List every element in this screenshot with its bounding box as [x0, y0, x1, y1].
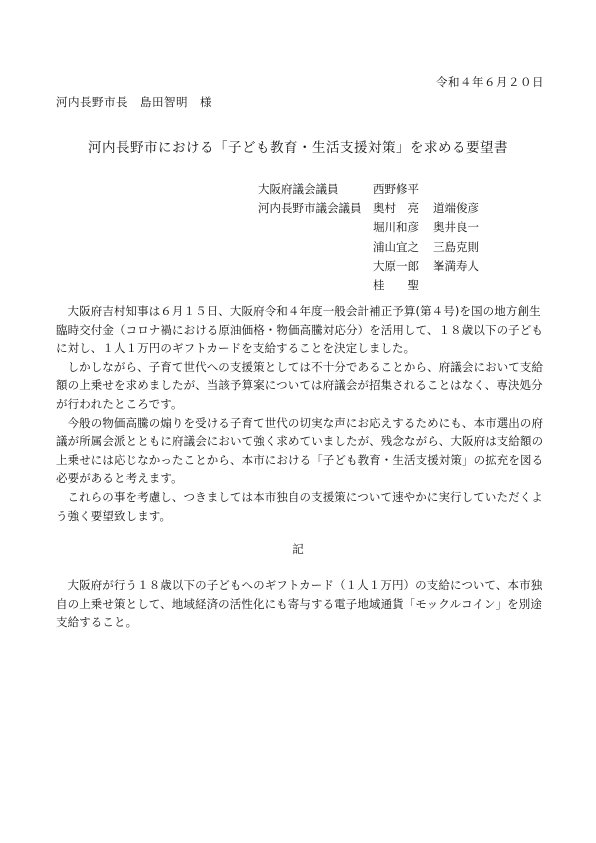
body-paragraph: これらの事を考慮し、つきましては本市独自の支援策について速やかに実行していただくよう強く要望致します。: [56, 489, 543, 523]
signer-name: 道端俊彦: [433, 201, 479, 216]
signer-name: 桂 聖: [373, 277, 419, 292]
signer-names: [373, 276, 433, 295]
body-paragraph: 今般の物価高騰の煽りを受ける子育て世代の切実な声にお応えするためにも、本市選出の府議が所属会派とともに府議会において強く求めていましたが、残念ながら、大阪府は支給額の上乗せには応じなかったことから、本市における「子ども教育・生活支援対策」の拡充を図る必要があると考えます。: [56, 415, 544, 486]
signer-name: 三島克則: [433, 239, 479, 254]
signer-name: 奥井良一: [433, 220, 479, 235]
signer-role: [258, 257, 373, 276]
body-paragraph: しかしながら、子育て世代への支援策としては不十分であることから、府議会において支給額の上乗せを求めましたが、当該予算案については府議会が招集されることはなく、専決処分が行われたところです。: [56, 359, 544, 411]
signer-row: [258, 238, 493, 257]
signer-role: [258, 218, 373, 237]
signer-row: [258, 276, 493, 295]
request-paragraph: 大阪府が行う１８歳以下の子どもへのギフトカード（１人１万円）の支給について、本市独自の上乗せ策として、地域経済の活性化にも寄与する電子地域通貨「モックルコイン」を別途支給すること。: [56, 578, 543, 630]
body-text: [56, 302, 546, 525]
document-date: 令和４年６月２０日: [436, 75, 544, 89]
addressee: 河内長野市長 島田智明 様: [56, 95, 212, 109]
signer-row: [258, 180, 493, 199]
signer-row: [258, 199, 493, 218]
signer-name: 堀川和彦: [373, 220, 419, 235]
signer-role: 河内長野市議会議員: [258, 201, 362, 216]
signer-row: [258, 218, 493, 237]
request-section: [56, 576, 546, 632]
signer-names: [373, 257, 493, 276]
signer-name: 浦山宜之: [373, 239, 419, 254]
signer-names: [373, 218, 493, 237]
signer-role: [258, 238, 373, 257]
ki-heading: 記: [292, 542, 304, 556]
signer-names: [373, 180, 433, 199]
signer-name: 峯満寿人: [433, 258, 479, 273]
signer-name: 西野修平: [373, 182, 419, 196]
signer-names: [373, 238, 493, 257]
signers-block: [258, 180, 493, 295]
signer-name: 奥村 亮: [373, 201, 419, 216]
signer-role: 大阪府議会議員: [258, 182, 339, 196]
signer-name: 大原一郎: [373, 258, 419, 273]
signer-row: [258, 257, 493, 276]
signer-names: [373, 199, 493, 218]
signer-role: [258, 276, 373, 295]
document-title: 河内長野市における「子ども教育・生活支援対策」を求める要望書: [88, 140, 508, 156]
body-paragraph: 大阪府吉村知事は６月１５日、大阪府令和４年度一般会計補正予算(第４号)を国の地方創生臨時交付金（コロナ禍における原油価格・物価高騰対応分）を活用して、１８歳以下の子どもに対し、１人１万円のギフトカードを支給することを決定しました。: [56, 304, 543, 356]
